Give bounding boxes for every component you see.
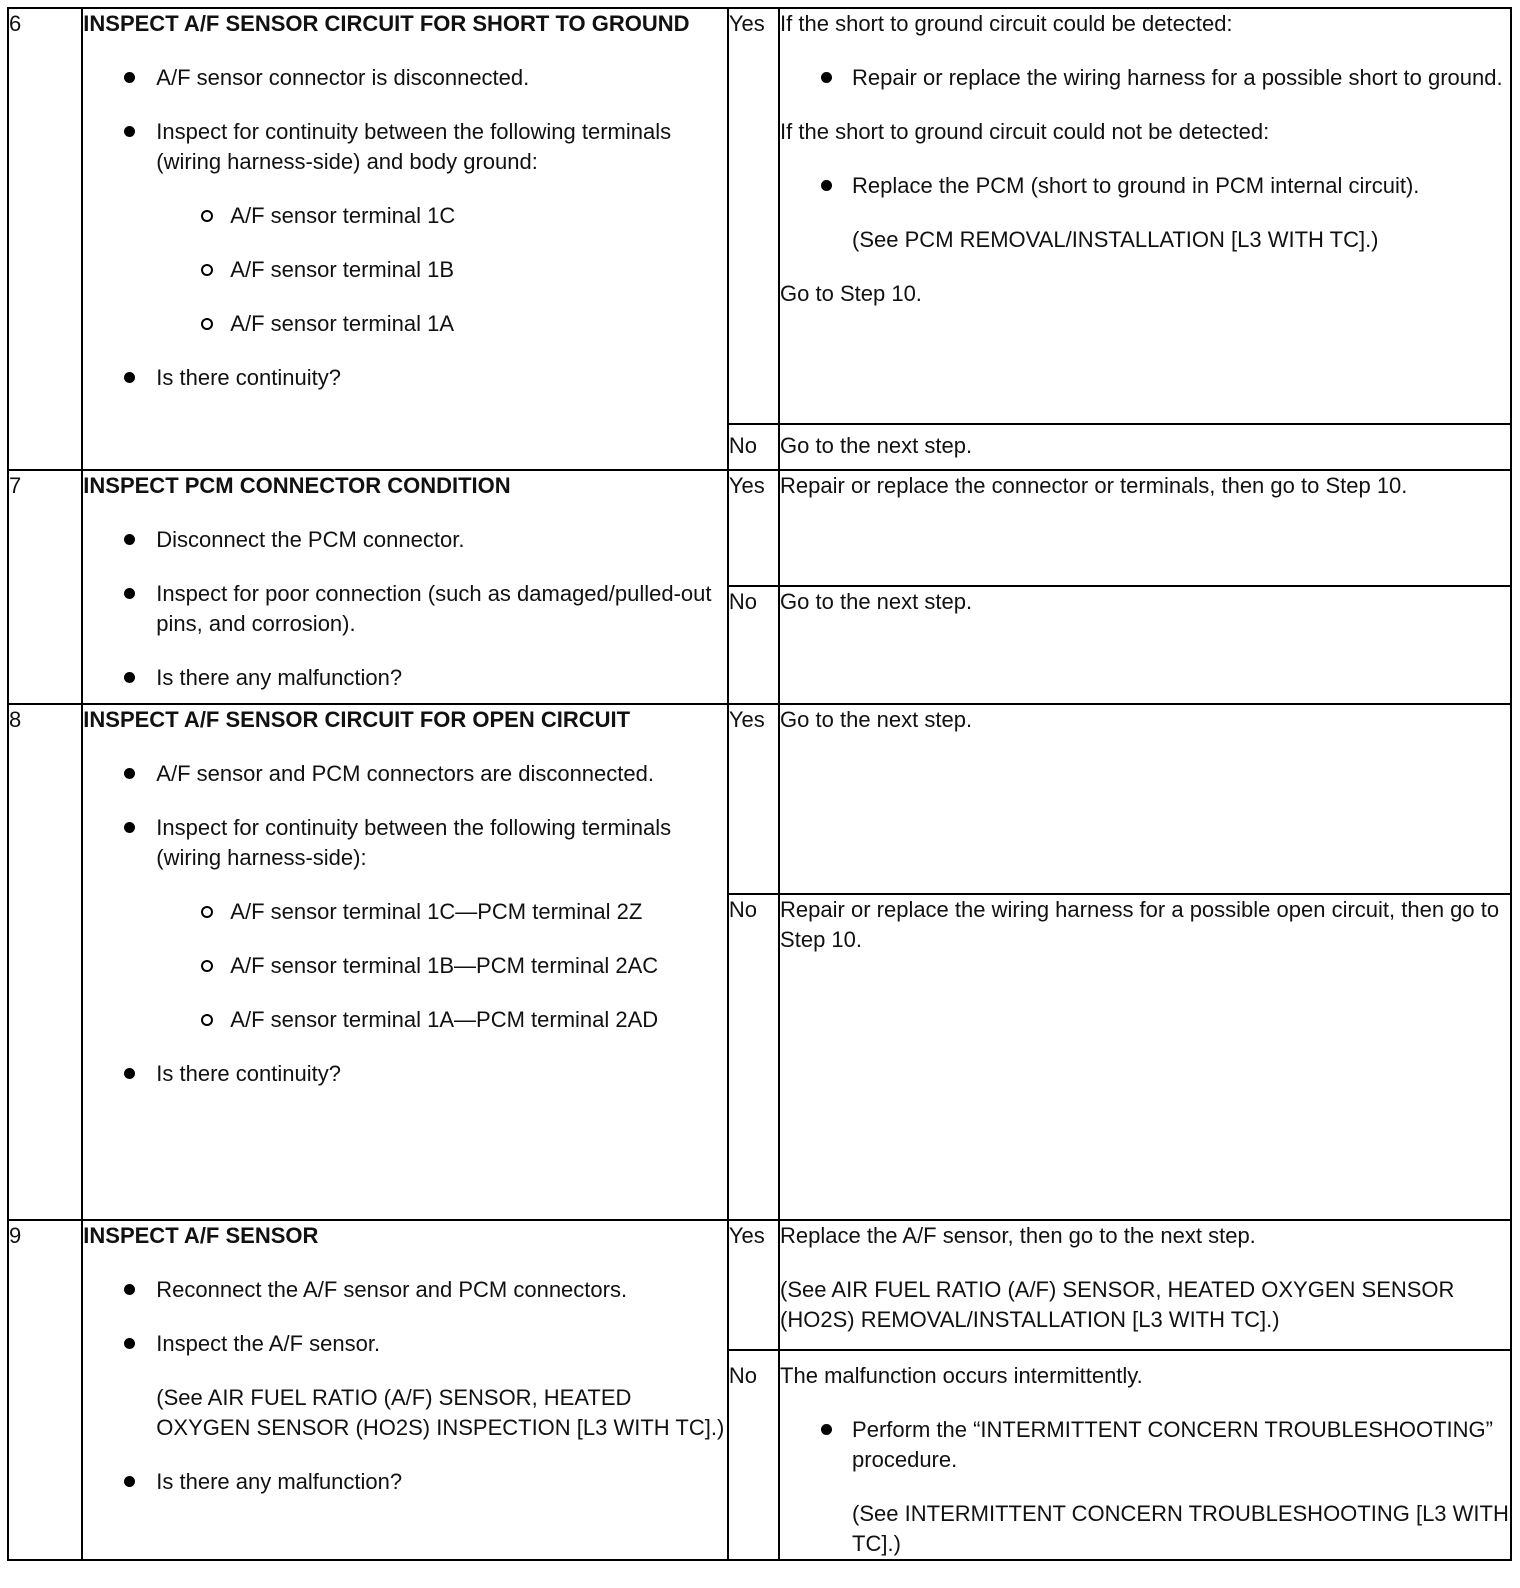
bullet-icon — [124, 672, 135, 683]
action-bullet: Replace the PCM (short to ground in PCM internal circuit). — [780, 171, 1510, 201]
inspection-question: Is there continuity? — [83, 1059, 727, 1089]
yes-action: If the short to ground circuit could be detected: Repair or replace the wiring harness for a possible short to ground. If the short to ground circuit could not be detected: Replace the PCM (short to ground in PCM internal circuit). (See PCM REMOVAL/INSTALLATION [L3 WITH TC].) Go to Step 10. — [779, 8, 1511, 424]
step-title: INSPECT A/F SENSOR — [83, 1223, 319, 1248]
bullet-icon — [124, 822, 135, 833]
step-number: 6 — [8, 8, 82, 470]
circle-bullet-icon — [201, 318, 213, 330]
inspection-bullet: A/F sensor and PCM connectors are disconnected. — [83, 759, 727, 789]
inspection-bullet: Inspect for continuity between the following terminals (wiring harness-side) and body ground: — [83, 117, 727, 177]
bullet-icon — [124, 534, 135, 545]
bullet-icon — [124, 372, 135, 383]
inspection-subitem: A/F sensor terminal 1A—PCM terminal 2AD — [83, 1005, 727, 1035]
inspection-bullet: Inspect for poor connection (such as damaged/pulled-out pins, and corrosion). — [83, 579, 727, 639]
no-action: Go to the next step. — [779, 424, 1511, 470]
inspection-cell — [82, 470, 728, 704]
no-label: No — [728, 586, 779, 704]
step-title: INSPECT A/F SENSOR CIRCUIT FOR SHORT TO GROUND — [83, 11, 690, 36]
yes-label: Yes — [728, 1220, 779, 1350]
bullet-icon — [124, 1284, 135, 1295]
action-bullet: Repair or replace the wiring harness for a possible short to ground. — [780, 63, 1510, 93]
step-title: INSPECT PCM CONNECTOR CONDITION — [83, 473, 511, 498]
inspection-question: Is there any malfunction? — [83, 1467, 727, 1497]
yes-action: Replace the A/F sensor, then go to the next step. (See AIR FUEL RATIO (A/F) SENSOR, HEATED OXYGEN SENSOR (HO2S) REMOVAL/INSTALLATION [L3 WITH TC].) — [779, 1220, 1511, 1350]
bullet-icon — [124, 588, 135, 599]
bullet-icon — [124, 768, 135, 779]
inspection-question: Is there continuity? — [83, 363, 727, 393]
bullet-icon — [124, 1476, 135, 1487]
step-number: 7 — [8, 470, 82, 704]
inspection-bullet: Reconnect the A/F sensor and PCM connectors. — [83, 1275, 727, 1305]
step-6-yes-row — [8, 8, 1511, 424]
no-label: No — [728, 1350, 779, 1560]
circle-bullet-icon — [201, 1014, 213, 1026]
bullet-icon — [821, 180, 832, 191]
inspection-question: Is there any malfunction? — [83, 663, 727, 693]
step-number: 8 — [8, 704, 82, 1220]
yes-label: Yes — [728, 704, 779, 894]
step-title: INSPECT A/F SENSOR CIRCUIT FOR OPEN CIRCUIT — [83, 707, 631, 732]
step-number: 9 — [8, 1220, 82, 1560]
inspection-subitem: A/F sensor terminal 1B—PCM terminal 2AC — [83, 951, 727, 981]
bullet-icon — [124, 1068, 135, 1079]
inspection-bullet: Disconnect the PCM connector. — [83, 525, 727, 555]
circle-bullet-icon — [201, 264, 213, 276]
inspection-subitem: A/F sensor terminal 1B — [83, 255, 727, 285]
inspection-subitem: A/F sensor terminal 1C—PCM terminal 2Z — [83, 897, 727, 927]
no-label: No — [728, 894, 779, 1220]
inspection-cell — [82, 704, 728, 1220]
action-bullet: Perform the “INTERMITTENT CONCERN TROUBLESHOOTING” procedure. — [780, 1415, 1510, 1475]
reference-text: (See INTERMITTENT CONCERN TROUBLESHOOTING [L3 WITH TC].) — [852, 1501, 1509, 1556]
circle-bullet-icon — [201, 210, 213, 222]
circle-bullet-icon — [201, 960, 213, 972]
bullet-icon — [821, 1424, 832, 1435]
bullet-icon — [124, 72, 135, 83]
step-7-yes-row — [8, 470, 1511, 586]
reference-text: (See PCM REMOVAL/INSTALLATION [L3 WITH TC].) — [852, 227, 1379, 252]
step-8-yes-row — [8, 704, 1511, 894]
bullet-icon — [124, 1338, 135, 1349]
bullet-icon — [821, 72, 832, 83]
no-action: Go to the next step. — [779, 586, 1511, 704]
inspection-cell — [82, 8, 728, 470]
inspection-bullet: Inspect the A/F sensor. — [83, 1329, 727, 1359]
circle-bullet-icon — [201, 906, 213, 918]
inspection-bullet: Inspect for continuity between the following terminals (wiring harness-side): — [83, 813, 727, 873]
no-label: No — [728, 424, 779, 470]
yes-action: Go to the next step. — [779, 704, 1511, 894]
no-action: Repair or replace the wiring harness for a possible open circuit, then go to Step 10. — [779, 894, 1511, 1220]
inspection-subitem: A/F sensor terminal 1C — [83, 201, 727, 231]
inspection-cell — [82, 1220, 728, 1560]
diagnostic-procedure-table — [7, 7, 1512, 1561]
inspection-bullet: A/F sensor connector is disconnected. — [83, 63, 727, 93]
reference-text: (See AIR FUEL RATIO (A/F) SENSOR, HEATED OXYGEN SENSOR (HO2S) INSPECTION [L3 WITH TC].) — [156, 1385, 725, 1440]
step-9-yes-row — [8, 1220, 1511, 1350]
bullet-icon — [124, 126, 135, 137]
no-action: The malfunction occurs intermittently. Perform the “INTERMITTENT CONCERN TROUBLESHOOTING” procedure. (See INTERMITTENT CONCERN TROUBLESHOOTING [L3 WITH TC].) — [779, 1350, 1511, 1560]
yes-label: Yes — [728, 470, 779, 586]
reference-text: (See AIR FUEL RATIO (A/F) SENSOR, HEATED OXYGEN SENSOR (HO2S) REMOVAL/INSTALLATION [L3 WITH TC].) — [780, 1277, 1455, 1332]
inspection-subitem: A/F sensor terminal 1A — [83, 309, 727, 339]
yes-action: Repair or replace the connector or terminals, then go to Step 10. — [779, 470, 1511, 586]
yes-label: Yes — [728, 8, 779, 424]
